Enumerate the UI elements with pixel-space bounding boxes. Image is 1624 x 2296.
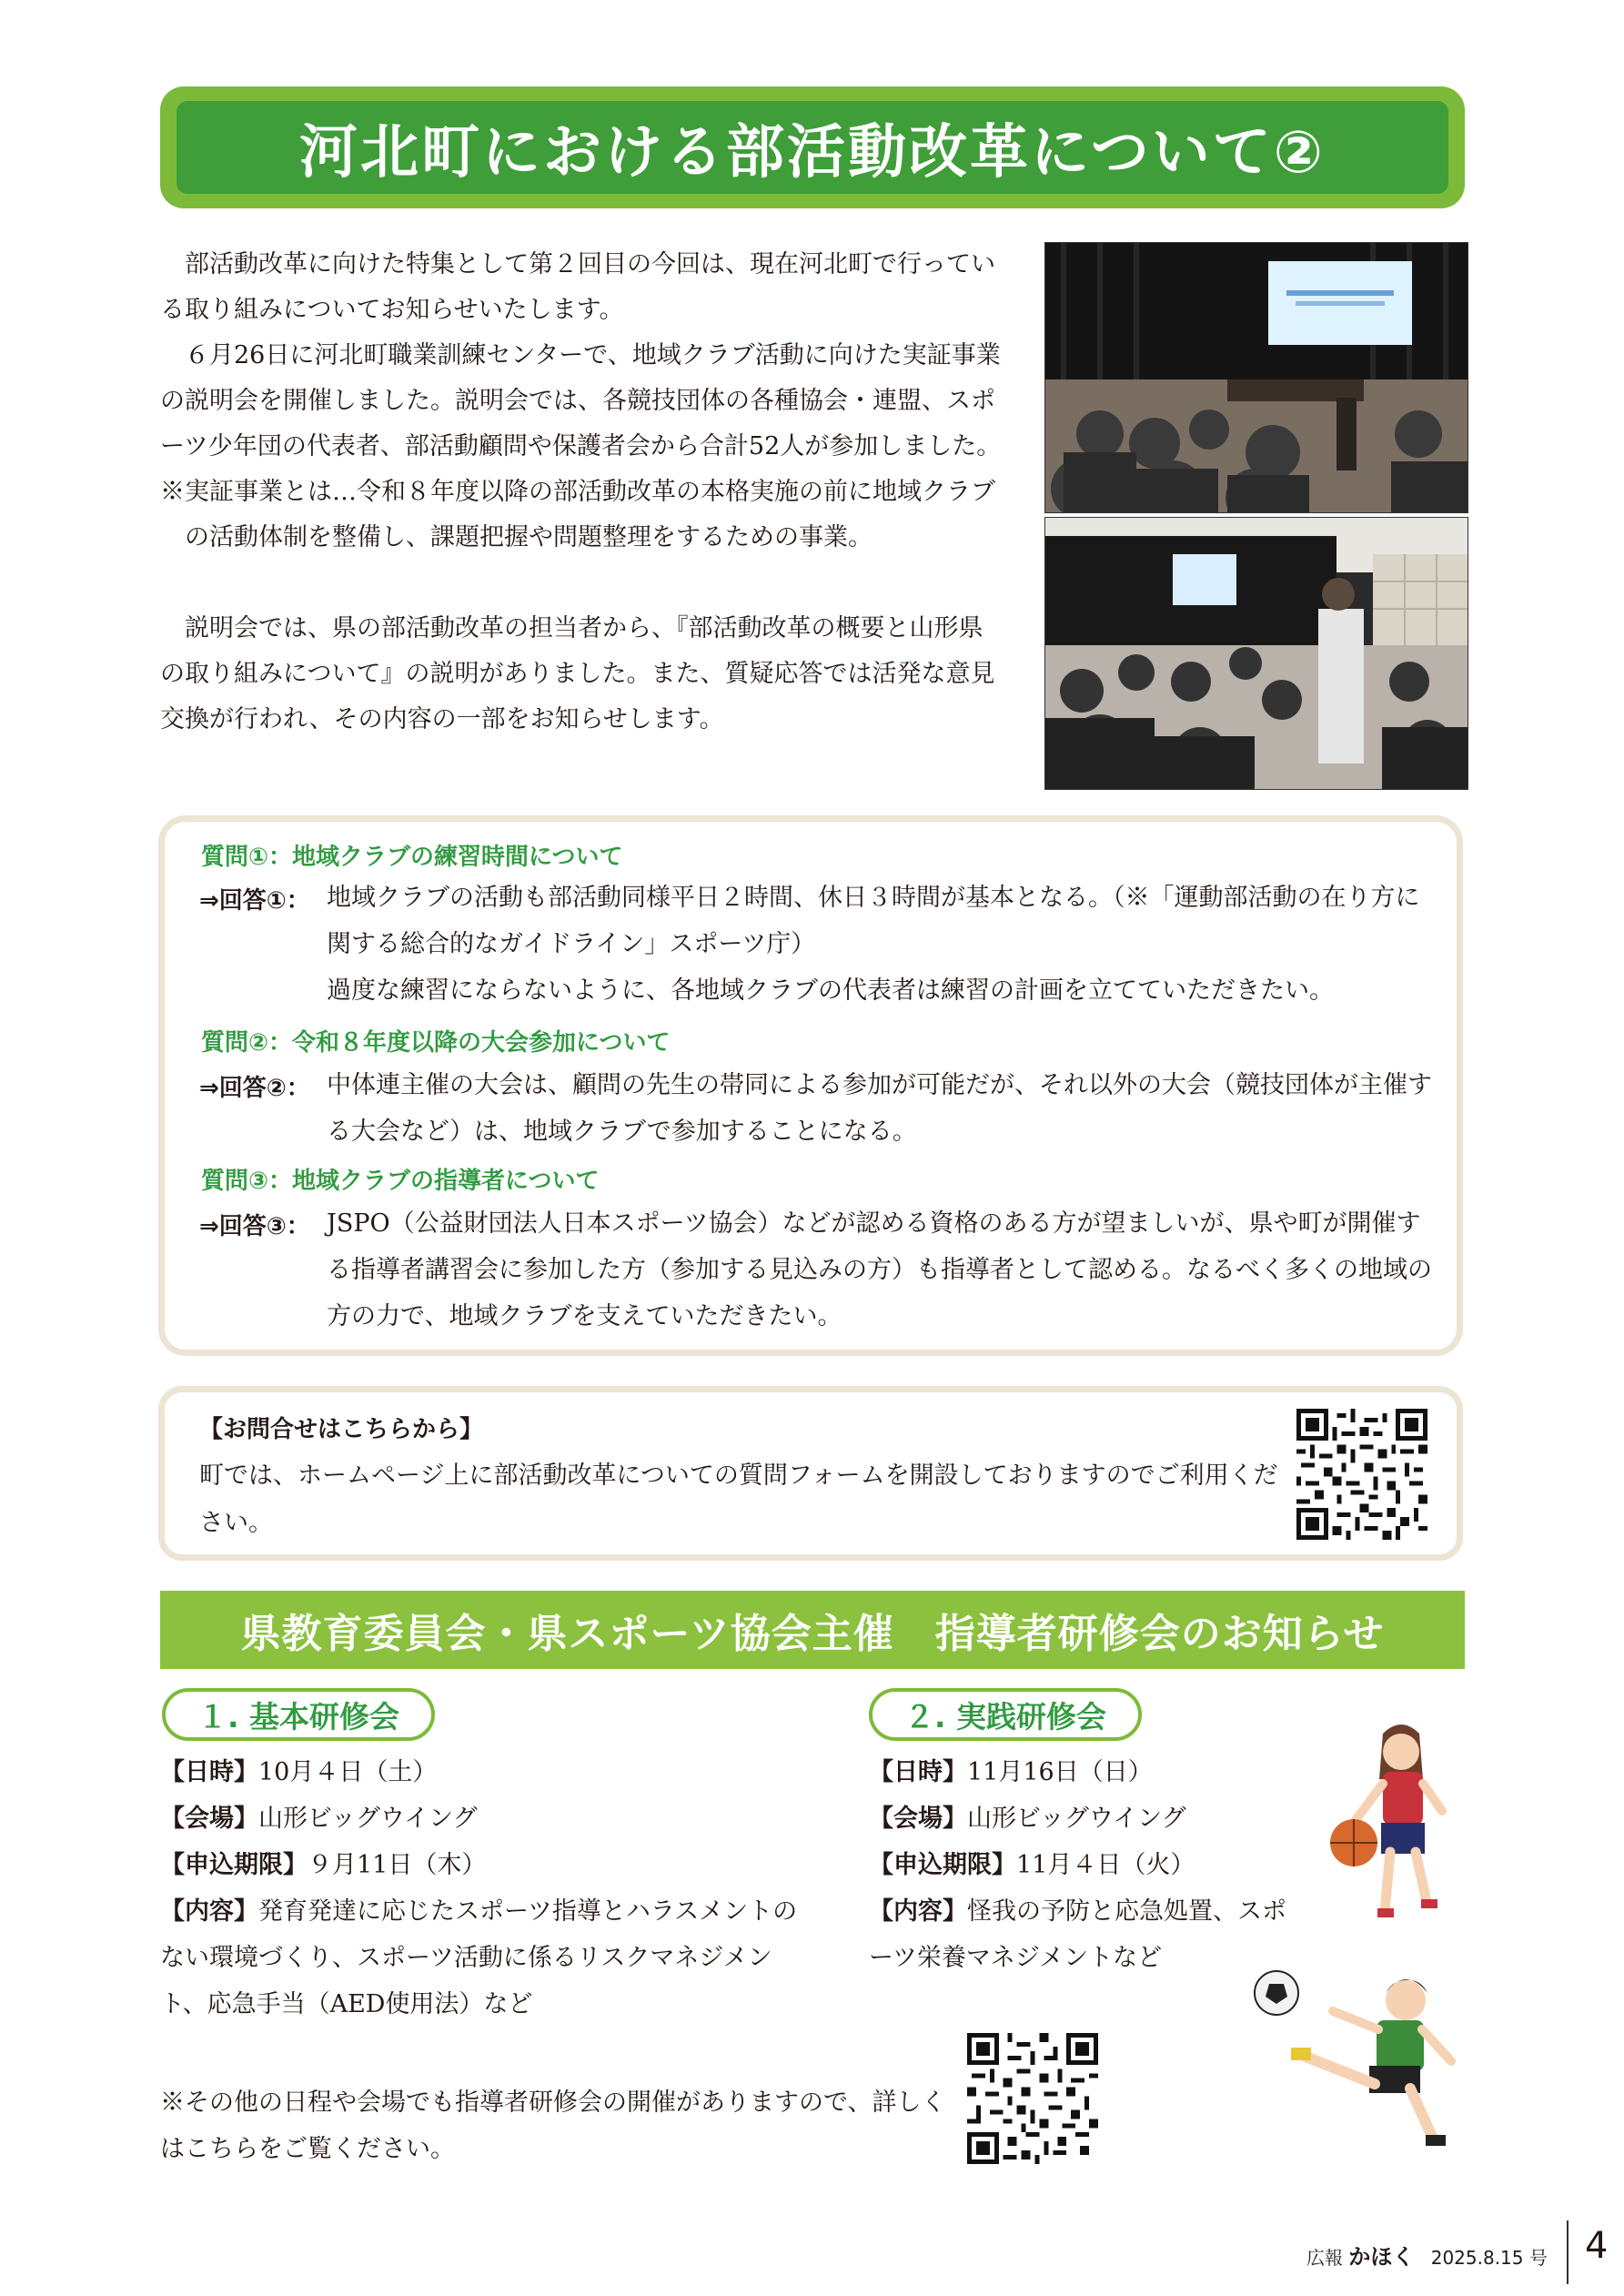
title-banner [160, 86, 1465, 208]
footer-label: 広報 [1306, 2247, 1343, 2269]
contact-qr-code-icon[interactable] [1296, 1409, 1427, 1543]
course-2-content: 怪我の予防と応急処置、スポーツ栄養マネジメントなど [869, 1897, 1286, 1972]
footer [1306, 2239, 1548, 2271]
meeting-photo-1 [1044, 242, 1468, 513]
answer-1-text-2: 過度な練習にならないように、各地域クラブの代表者は練習の計画を立てていただきたい。 [327, 976, 1334, 1005]
course-2-venue: 山形ビッグウイング [967, 1805, 1186, 1833]
seminar-qr-code-icon[interactable] [967, 2033, 1098, 2168]
course-1-venue: 山形ビッグウイング [258, 1805, 478, 1833]
course-1-content-label: 【内容】 [160, 1897, 258, 1926]
course-1-date-label: 【日時】 [160, 1758, 258, 1786]
footer-brand: かほく [1348, 2244, 1415, 2270]
intro-paragraph-2: ６月26日に河北町職業訓練センターで、地域クラブ活動に向けた実証事業の説明会を開催しました。説明会では、各競技団体の各種協会・連盟、スポーツ少年団の代表者、部活動顧問や保護者会から合計52人が参加しました。 [160, 341, 1002, 460]
title-inner [177, 101, 1448, 194]
course-1-venue-label: 【会場】 [160, 1805, 258, 1833]
intro-paragraph-1: 部活動改革に向けた特集として第２回目の今回は、現在河北町で行っている取り組みについてお知らせいたします。 [160, 250, 995, 324]
qa-box [158, 815, 1463, 1356]
seminar-section-title: 県教育委員会・県スポーツ協会主催 指導者研修会のお知らせ [240, 1611, 1385, 1657]
meeting-photo-2 [1044, 517, 1468, 790]
intro-paragraph-3: 説明会では、県の部活動改革の担当者から、『部活動改革の概要と山形県の取り組みについて』の説明がありました。また、質疑応答では活発な意見交換が行われ、その内容の一部をお知らせします。 [160, 614, 995, 733]
question-3: 質問③：地域クラブの指導者について [201, 1168, 600, 1195]
question-2: 質問②：令和８年度以降の大会参加について [201, 1029, 671, 1057]
intro-note: ※実証事業とは…令和８年度以降の部活動改革の本格実施の前に地域クラブの活動体制を整備し、課題把握や問題整理をするための事業。 [160, 478, 995, 551]
course-2-date-label: 【日時】 [869, 1758, 967, 1786]
course-1-info [160, 1749, 806, 2028]
footer-divider [1567, 2220, 1569, 2284]
answer-3-label: ⇒回答③： [199, 1213, 310, 1240]
course-2-deadline-label: 【申込期限】 [869, 1851, 1016, 1879]
course-1-content: 発育発達に応じたスポーツ指導とハラスメントのない環境づくり、スポーツ活動に係るリスクマネジメント、応急手当（AED使用法）など [160, 1897, 798, 2018]
soccer-player-illustration [1233, 1957, 1469, 2151]
basketball-player-illustration [1328, 1715, 1465, 1956]
question-1: 質問①：地域クラブの練習時間について [201, 844, 623, 871]
contact-title: 【お問合せはこちらから】 [199, 1416, 484, 1443]
contact-box [158, 1386, 1463, 1561]
answer-1-text: 地域クラブの活動も部活動同様平日２時間、休日３時間が基本となる。（※「運動部活動の在り方に関する総合的なガイドライン」スポーツ庁） [327, 884, 1420, 958]
answer-1-label: ⇒回答①： [199, 887, 310, 915]
course-2-heading: ２. 実践研修会 [869, 1688, 1142, 1741]
course-2-date: 11月16日（日） [967, 1758, 1153, 1786]
footer-issue: 2025.8.15 号 [1430, 2247, 1548, 2269]
seminar-note: ※その他の日程や会場でも指導者研修会の開催がありますので、詳しくはこちらをご覧ください。 [160, 2089, 946, 2163]
course-2-content-label: 【内容】 [869, 1897, 967, 1926]
course-1-deadline: ９月11日（木） [308, 1851, 487, 1879]
course-1-heading: １. 基本研修会 [162, 1688, 435, 1741]
page-title: 河北町における部活動改革について② [299, 119, 1326, 187]
course-1-deadline-label: 【申込期限】 [160, 1851, 308, 1879]
answer-2-label: ⇒回答②： [199, 1075, 310, 1102]
page-number: 4 [1585, 2225, 1609, 2267]
course-2-info [869, 1749, 1296, 1981]
course-1-date: 10月４日（土） [258, 1758, 438, 1786]
answer-3-text: JSPO（公益財団法人日本スポーツ協会）などが認める資格のある方が望ましいが、県や町が開催する指導者講習会に参加した方（参加する見込みの方）も指導者として認める。なるべく多くの地域の方の力で、地域クラブを支えていただきたい。 [327, 1209, 1432, 1330]
course-2-deadline: 11月４日（火） [1016, 1851, 1195, 1879]
intro-text [160, 242, 1002, 743]
contact-text: 町では、ホームページ上に部活動改革についての質問フォームを開設しておりますのでご利用ください。 [199, 1462, 1278, 1537]
course-2-venue-label: 【会場】 [869, 1805, 967, 1833]
answer-2-text: 中体連主催の大会は、顧問の先生の帯同による参加が可能だが、それ以外の大会（競技団体が主催する大会など）は、地域クラブで参加することになる。 [327, 1071, 1432, 1146]
seminar-section-banner [160, 1591, 1465, 1669]
